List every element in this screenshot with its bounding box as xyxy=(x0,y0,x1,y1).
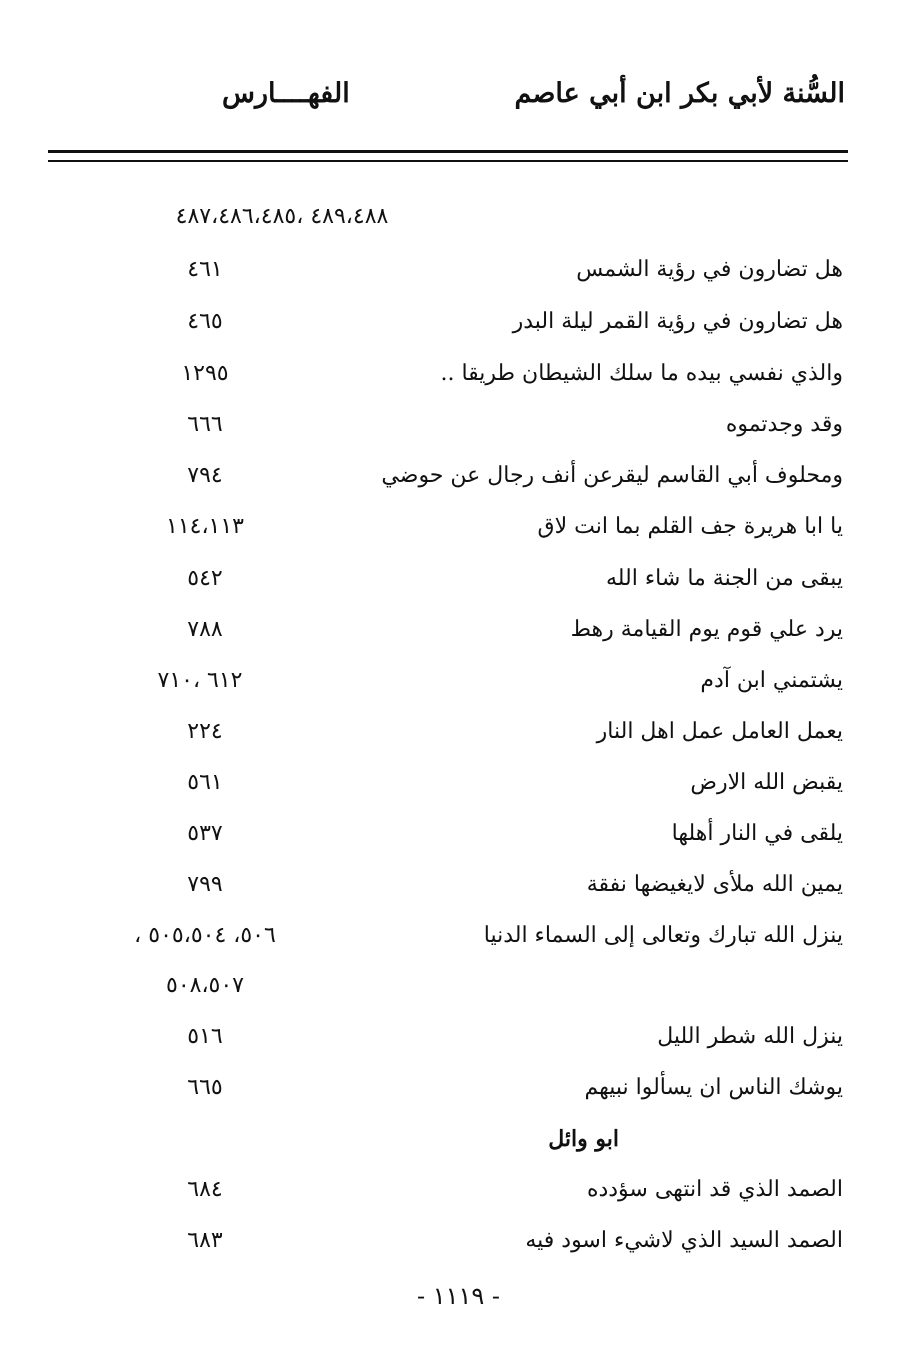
entry-title: ينزل الله تبارك وتعالى إلى السماء الدنيا xyxy=(483,923,843,948)
entry-references: ٢٢٤ xyxy=(187,719,223,744)
entry-title: يعمل العامل عمل اهل النار xyxy=(596,719,843,744)
index-entry xyxy=(0,1020,917,1060)
entry-references: ٧٨٨ xyxy=(187,617,223,642)
entry-title: يوشك الناس ان يسألوا نبيهم xyxy=(584,1075,843,1100)
entry-references: ٦٦٦ xyxy=(187,412,223,437)
header-rule-thick xyxy=(48,150,848,153)
index-entry xyxy=(0,305,917,345)
entry-title: يبقى من الجنة ما شاء الله xyxy=(605,566,843,591)
entry-title: يمين الله ملأى لايغيضها نفقة xyxy=(586,872,843,897)
entry-title: يقبض الله الارض xyxy=(690,770,843,795)
entry-title: يا ابا هريرة جف القلم بما انت لاق xyxy=(537,514,843,539)
index-entry xyxy=(0,613,917,653)
index-entry xyxy=(0,715,917,755)
entry-references: ٤٦٥ xyxy=(187,309,223,334)
entry-title: يلقى في النار أهلها xyxy=(671,821,843,846)
index-entry xyxy=(0,817,917,857)
entry-references: ٥٠٨،٥٠٧ xyxy=(166,973,244,998)
index-entry xyxy=(0,766,917,806)
index-entry xyxy=(0,562,917,602)
book-title: السُّنة لأبي بكر ابن أبي عاصم xyxy=(514,78,845,109)
entry-references: ٧٩٤ xyxy=(187,463,223,488)
index-entry xyxy=(0,200,917,240)
index-entry xyxy=(0,1071,917,1111)
entry-title: وقد وجدتموه xyxy=(725,412,843,437)
index-entry xyxy=(0,253,917,293)
index-entry xyxy=(0,969,917,1009)
page-header xyxy=(0,78,917,118)
index-entry xyxy=(0,919,917,959)
entry-title: ومحلوف أبي القاسم ليقرعن أنف رجال عن حوضي xyxy=(381,463,843,488)
entry-title: يرد علي قوم يوم القيامة رهط xyxy=(570,617,843,642)
index-entry xyxy=(0,459,917,499)
entry-references: ١١٤،١١٣ xyxy=(166,514,244,539)
entry-references: ٥٣٧ xyxy=(187,821,223,846)
header-rule-thin xyxy=(48,160,848,162)
section-title: الفهــــارس xyxy=(222,78,350,109)
index-entry xyxy=(0,868,917,908)
entry-title: ينزل الله شطر الليل xyxy=(657,1024,843,1049)
index-entry xyxy=(0,510,917,550)
entry-references: ٦١٢ ،٧١٠ xyxy=(157,668,243,693)
index-entry xyxy=(0,1173,917,1213)
entry-references: ٥٦١ xyxy=(187,770,223,795)
section-heading-text: ابو وائل xyxy=(548,1126,619,1152)
entry-title: والذي نفسي بيده ما سلك الشيطان طريقا .. xyxy=(440,361,843,386)
entry-references: ٤٨٩،٤٨٨ ،٤٨٧،٤٨٦،٤٨٥ xyxy=(175,204,389,229)
page-number: - ١١١٩ - xyxy=(416,1282,501,1310)
entry-references: ٧٩٩ xyxy=(187,872,223,897)
index-entry xyxy=(0,1224,917,1264)
entry-references: ٥٠٦، ٥٠٥،٥٠٤ ، xyxy=(134,923,276,948)
index-entry xyxy=(0,664,917,704)
entry-title: يشتمني ابن آدم xyxy=(700,668,843,693)
entry-references: ٦٨٤ xyxy=(187,1177,223,1202)
entry-title: الصمد الذي قد انتهى سؤدده xyxy=(586,1177,843,1202)
entry-title: هل تضارون في رؤية القمر ليلة البدر xyxy=(512,309,843,334)
entry-references: ٥٤٢ xyxy=(187,566,223,591)
entry-references: ٥١٦ xyxy=(187,1024,223,1049)
entry-references: ٦٦٥ xyxy=(187,1075,223,1100)
index-entry xyxy=(0,408,917,448)
index-section-heading xyxy=(0,1122,917,1162)
entry-title: هل تضارون في رؤية الشمس xyxy=(576,257,843,282)
entry-references: ٦٨٣ xyxy=(187,1228,223,1253)
entry-title: الصمد السيد الذي لاشيء اسود فيه xyxy=(525,1228,843,1253)
entry-references: ١٢٩٥ xyxy=(181,361,229,386)
index-entry xyxy=(0,357,917,397)
entry-references: ٤٦١ xyxy=(187,257,223,282)
